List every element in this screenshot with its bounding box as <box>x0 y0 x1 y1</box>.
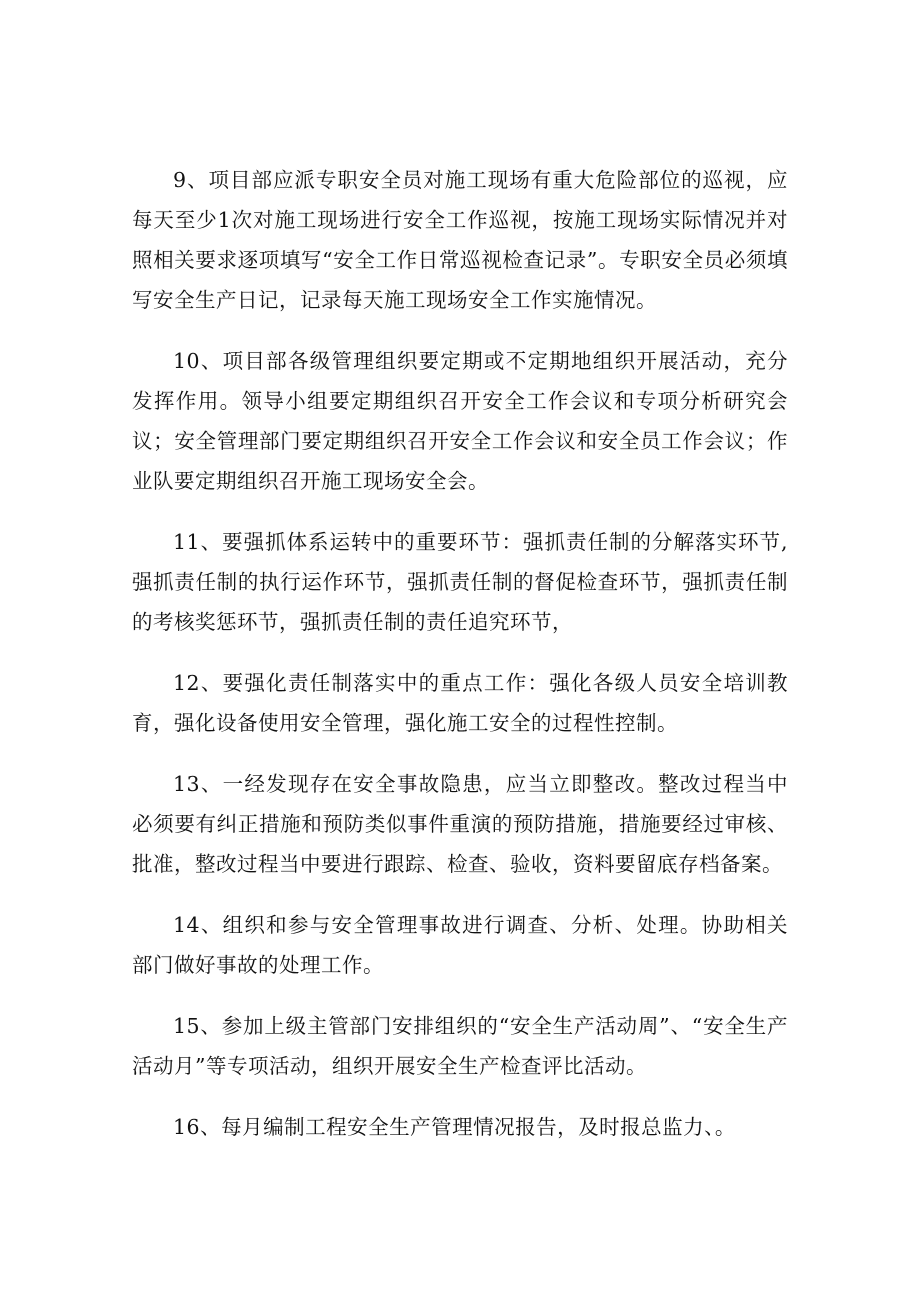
paragraph-item-15: 15、参加上级主管部门安排组织的“安全生产活动周”、“安全生产活动月”等专项活动，组织开展安全生产检查评比活动。 <box>132 1014 788 1078</box>
paragraph-item-9: 9、项目部应派专职安全员对施工现场有重大危险部位的巡视，应每天至少1次对施工现场进行安全工作巡视，按施工现场实际情况并对照相关要求逐项填写“安全工作日常巡视检查记录”。专职安全员必须填写安全生产日记，记录每天施工现场安全工作实施情况。 <box>132 168 788 312</box>
paragraph-item-16: 16、每月编制工程安全生产管理情况报告，及时报总监力、。 <box>173 1115 736 1139</box>
paragraph-item-10: 10、项目部各级管理组织要定期或不定期地组织开展活动，充分发挥作用。领导小组要定期组织召开安全工作会议和专项分析研究会议；安全管理部门要定期组织召开安全工作会议和安全员工作会议；作业队要定期组织召开施工现场安全会。 <box>132 349 788 493</box>
document-body <box>132 160 788 1168</box>
paragraph-item-12: 12、要强化责任制落实中的重点工作：强化各级人员安全培训教育，强化设备使用安全管理，强化施工安全的过程性控制。 <box>132 671 788 735</box>
paragraph-item-14: 14、组织和参与安全管理事故进行调查、分析、处理。协助相关部门做好事故的处理工作。 <box>132 913 788 977</box>
paragraph-item-13: 13、一经发现存在安全事故隐患，应当立即整改。整改过程当中必须要有纠正措施和预防类似事件重演的预防措施，措施要经过审核、批准，整改过程当中要进行跟踪、检查、验收，资料要留底存档备案。 <box>132 772 788 876</box>
paragraph-item-11: 11、要强抓体系运转中的重要环节：强抓责任制的分解落实环节,强抓责任制的执行运作环节，强抓责任制的督促检查环节，强抓责任制的考核奖惩环节，强抓责任制的责任追究环节， <box>132 530 788 634</box>
